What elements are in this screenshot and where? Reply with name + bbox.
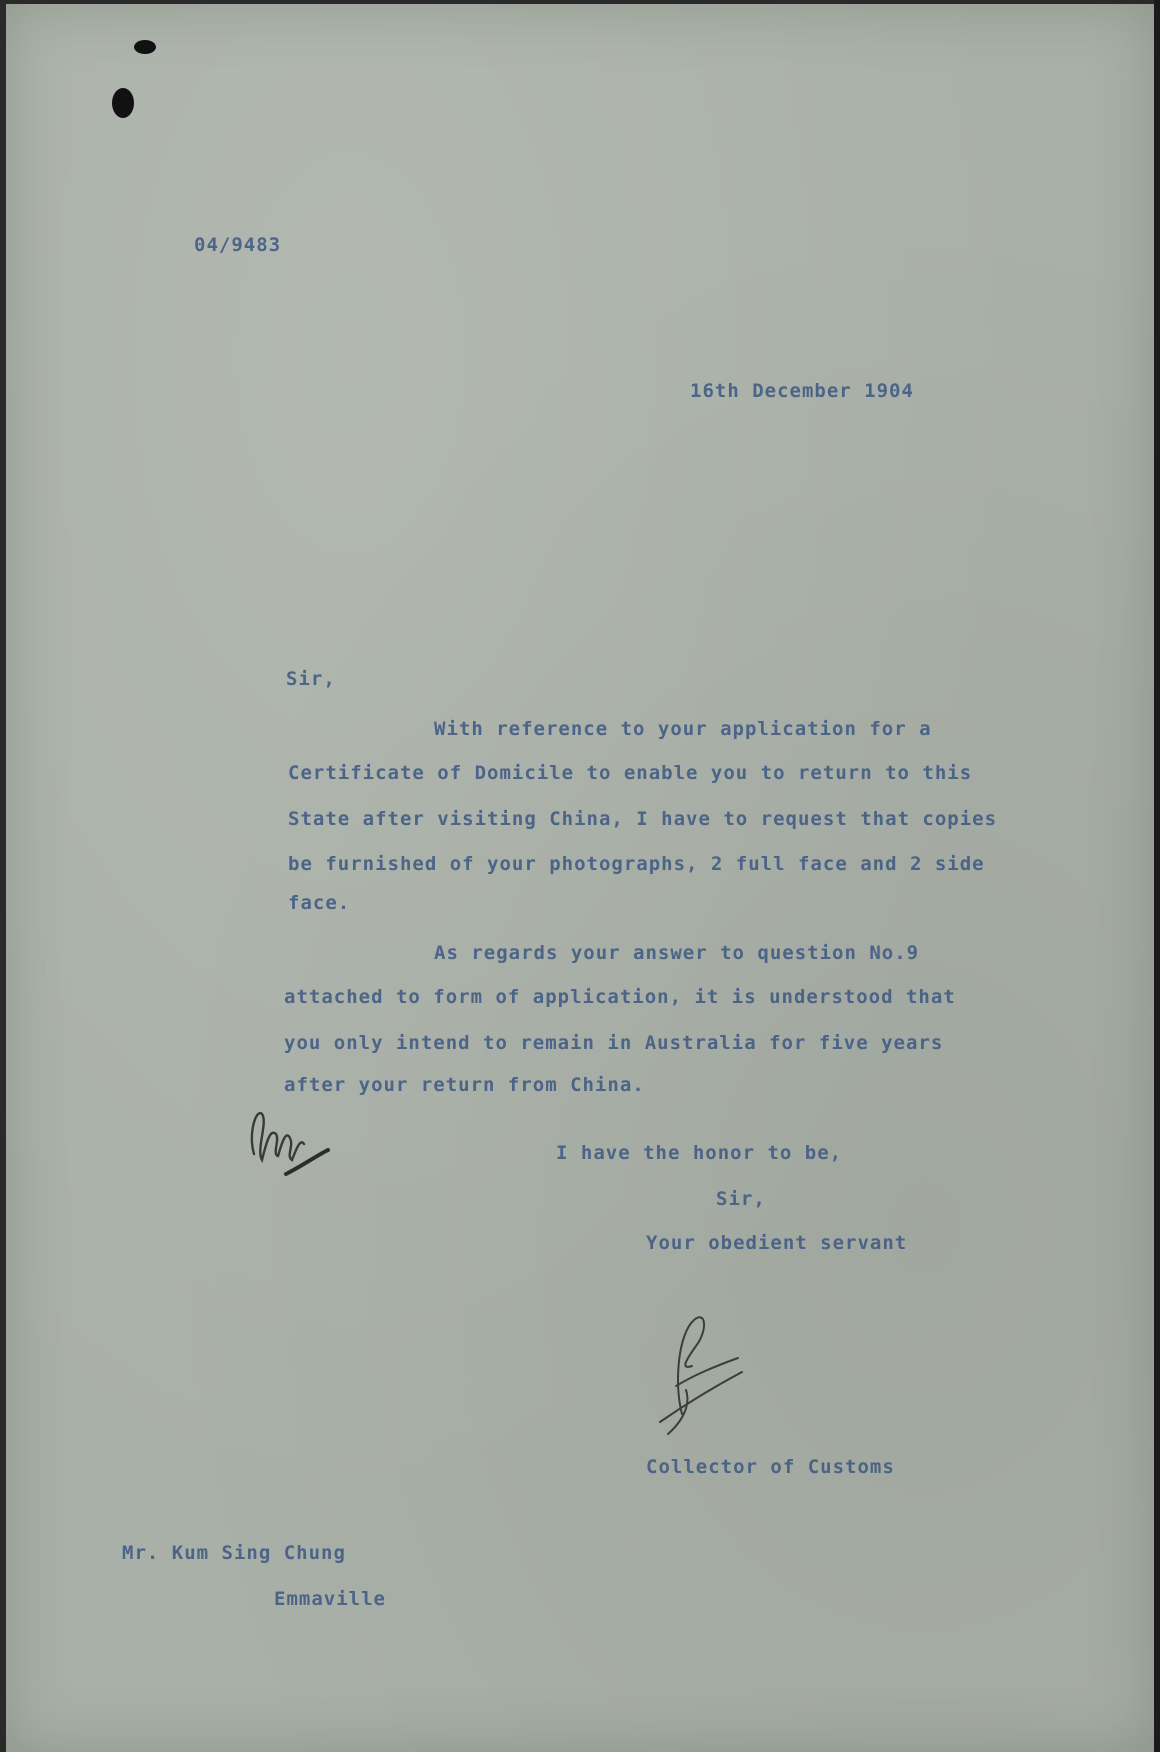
paragraph1-line: With reference to your application for a: [434, 718, 932, 740]
file-reference: 04/9483: [194, 234, 282, 256]
signatory-title: Collector of Customs: [646, 1456, 895, 1478]
paragraph2-line: after your return from China.: [284, 1074, 645, 1096]
closing-line: Your obedient servant: [646, 1232, 908, 1254]
initials-signature: [242, 1094, 342, 1184]
paragraph1-line: Certificate of Domicile to enable you to return to this: [288, 762, 973, 784]
addressee-town: Emmaville: [274, 1588, 386, 1610]
addressee-name: Mr. Kum Sing Chung: [122, 1542, 346, 1564]
paragraph1-line: be furnished of your photographs, 2 full face and 2 side: [288, 853, 985, 875]
paragraph2-line: attached to form of application, it is understood that: [284, 986, 956, 1008]
collector-signature: [646, 1294, 766, 1444]
scan-edge: [1154, 0, 1160, 1752]
letter-sheet: [6, 4, 1154, 1752]
letter-date: 16th December 1904: [690, 380, 914, 402]
closing-line: I have the honor to be,: [556, 1142, 843, 1164]
paragraph2-line: you only intend to remain in Australia for five years: [284, 1032, 944, 1054]
paragraph1-line: State after visiting China, I have to request that copies: [288, 808, 998, 830]
ink-blot-top: [134, 40, 156, 54]
salutation: Sir,: [286, 668, 336, 690]
paragraph1-line: face.: [288, 892, 351, 914]
ink-blot-lower: [112, 88, 134, 118]
paragraph2-line: As regards your answer to question No.9: [434, 942, 920, 964]
closing-line: Sir,: [716, 1188, 766, 1210]
